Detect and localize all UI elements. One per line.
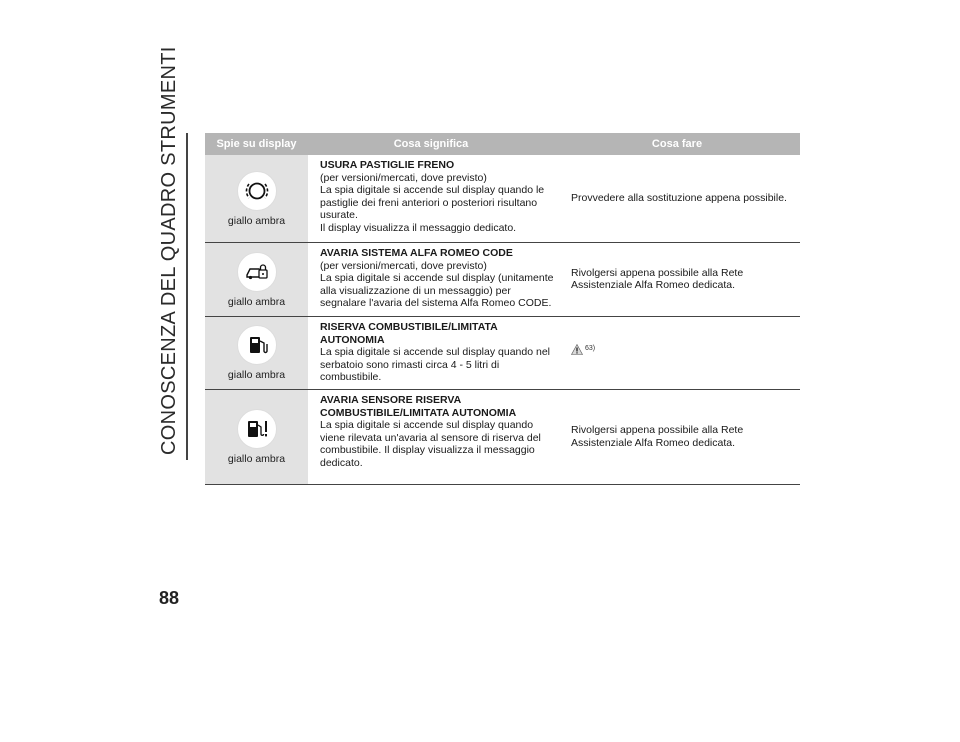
lamp-color-label: giallo ambra	[227, 453, 286, 465]
row-title: USURA PASTIGLIE FRENO	[320, 159, 455, 171]
action-cell	[561, 243, 800, 316]
lamp-color-label: giallo ambra	[227, 214, 286, 227]
meaning-cell	[308, 317, 561, 389]
icon-cell	[205, 317, 308, 389]
row-description: La spia digitale si accende sul display quando nel serbatoio sono rimasti circa 4 - 5 litri di combustibile.	[320, 346, 550, 383]
table-row	[205, 155, 800, 243]
icon-cell	[205, 390, 308, 484]
action-cell	[561, 155, 800, 242]
header-meaning: Cosa significa	[308, 133, 554, 155]
icon-cell	[205, 243, 308, 316]
row-title: AVARIA SISTEMA ALFA ROMEO CODE	[320, 247, 513, 259]
row-title: RISERVA COMBUSTIBILE/LIMITATA AUTONOMIA	[320, 321, 498, 346]
brake-pads-icon	[237, 171, 277, 211]
table-row	[205, 390, 800, 485]
table-header	[205, 133, 800, 155]
section-title: CONOSCENZA DEL QUADRO STRUMENTI	[158, 46, 180, 455]
lamp-color-label: giallo ambra	[227, 369, 286, 381]
page-number: 88	[159, 588, 180, 608]
row-description: (per versioni/mercati, dove previsto) La spia digitale si accende sul display quando le pastiglie dei freni anteriori o posteriori risultano usurate. Il display visualizza il messaggio dedicato.	[320, 171, 545, 234]
meaning-cell	[308, 243, 561, 316]
row-title: AVARIA SENSORE RISERVA COMBUSTIBILE/LIMITATA AUTONOMIA	[320, 394, 517, 419]
warning-reference-number: 63)	[585, 345, 596, 352]
header-lights: Spie su display	[205, 133, 308, 155]
action-cell	[561, 390, 800, 484]
lamp-color-label: giallo ambra	[227, 295, 286, 308]
action-text: Provvedere alla sostituzione appena possibile.	[571, 191, 787, 204]
header-action: Cosa fare	[554, 133, 800, 155]
row-description: La spia digitale si accende sul display quando viene rilevata un'avaria al sensore di riserva del combustibile. Il display visualizza il messaggio dedicato.	[320, 419, 541, 469]
action-text: Rivolgersi appena possibile alla Rete Assistenziale Alfa Romeo dedicata.	[571, 424, 744, 449]
icon-cell	[205, 155, 308, 242]
action-cell	[561, 317, 800, 389]
table-row	[205, 243, 800, 317]
meaning-cell	[308, 155, 561, 242]
table-row	[205, 317, 800, 390]
warning-lights-table	[205, 133, 800, 485]
section-divider	[186, 133, 188, 460]
meaning-cell	[308, 390, 561, 484]
warning-reference	[571, 343, 595, 356]
row-description: (per versioni/mercati, dove previsto) La spia digitale si accende sul display (unitamente alla visualizzazione di un messaggio) per segnalare l'avaria del sistema Alfa Romeo CODE.	[320, 259, 554, 309]
fuel-reserve-icon	[237, 325, 277, 365]
action-text: Rivolgersi appena possibile alla Rete Assistenziale Alfa Romeo dedicata.	[571, 266, 744, 291]
alfa-romeo-code-icon	[237, 252, 277, 292]
fuel-sensor-failure-icon	[237, 409, 277, 449]
warning-triangle-icon	[571, 344, 583, 355]
